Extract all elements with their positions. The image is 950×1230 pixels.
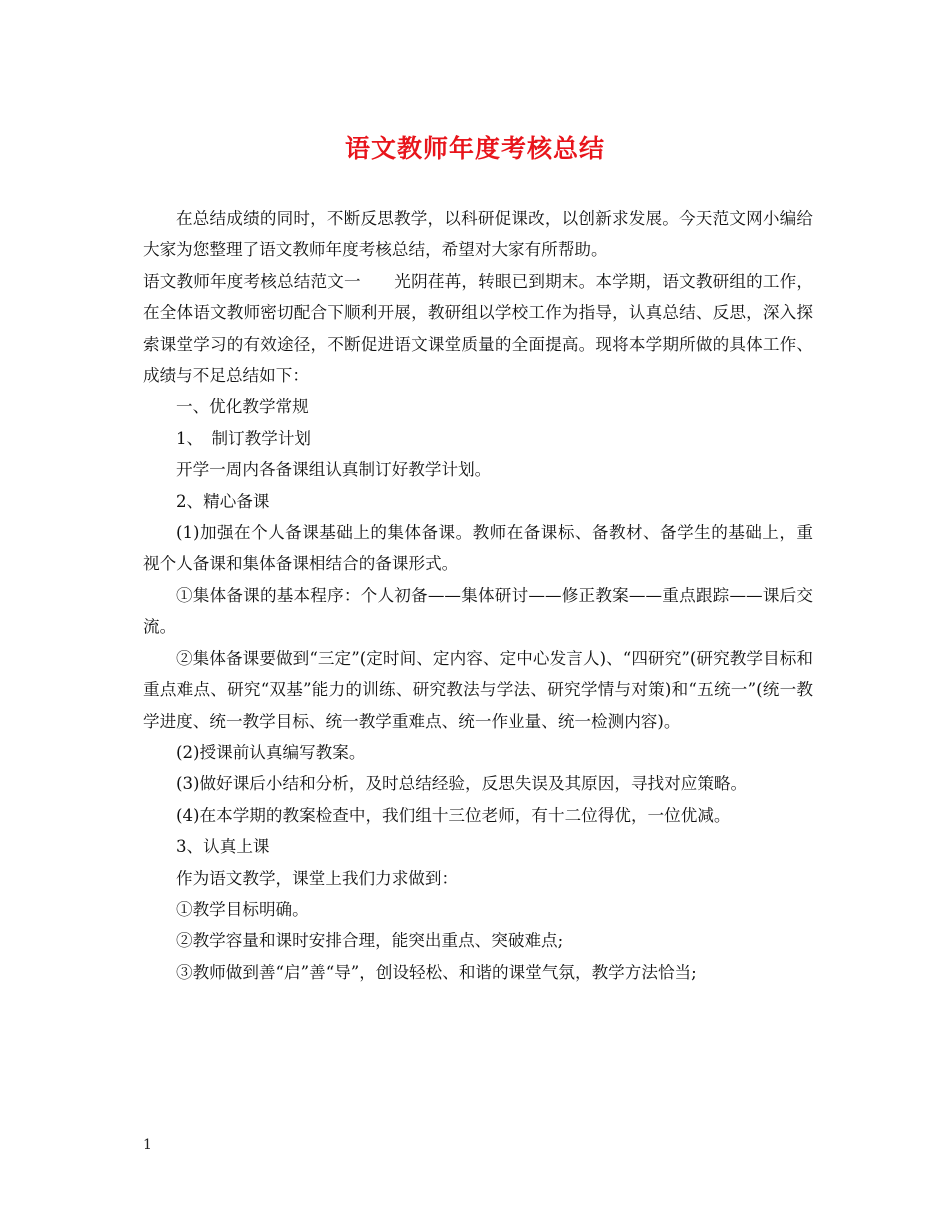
subsection-heading: 1、 制订教学计划 <box>176 428 312 448</box>
body-paragraph: (3)做好课后小结和分析，及时总结经验，反思失误及其原因，寻找对应策略。 <box>176 774 748 794</box>
document-body <box>143 203 813 988</box>
body-paragraph: ②教学容量和课时安排合理，能突出重点、突破难点; <box>176 931 564 951</box>
body-paragraph: (1)加强在个人备课基础上的集体备课。教师在备课标、备教材、备学生的基础上，重视个人备课和集体备课相结合的备课形式。 <box>143 523 813 574</box>
page-number: 1 <box>143 1137 152 1153</box>
document-title: 语文教师年度考核总结 <box>344 134 605 163</box>
body-paragraph: (4)在本学期的教案检查中，我们组十三位老师，有十二位得优，一位优减。 <box>176 805 731 825</box>
body-paragraph: ③教师做到善“启”善“导”，创设轻松、和谐的课堂气氛，教学方法恰当; <box>176 962 697 982</box>
intro-paragraph: 在总结成绩的同时，不断反思教学，以科研促课改，以创新求发展。今天范文网小编给大家为您整理了语文教师年度考核总结，希望对大家有所帮助。 <box>143 209 813 260</box>
body-paragraph: (2)授课前认真编写教案。 <box>176 742 366 762</box>
body-paragraph: ①集体备课的基本程序：个人初备——集体研讨——修正教案——重点跟踪——课后交流。 <box>143 585 813 637</box>
body-paragraph: ①教学目标明确。 <box>176 899 309 919</box>
subsection-heading: 3、认真上课 <box>176 837 270 857</box>
sample-paragraph: 语文教师年度考核总结范文一 光阴荏苒，转眼已到期末。本学期，语文教研组的工作，在全体语文教师密切配合下顺利开展，教研组以学校工作为指导，认真总结、反思，深入探索课堂学习的有效途径，不断促进语文课堂质量的全面提高。现将本学期所做的具体工作、成绩与不足总结如下： <box>143 271 813 386</box>
body-paragraph: 开学一周内各备课组认真制订好教学计划。 <box>176 460 492 480</box>
section-heading: 一、优化教学常规 <box>176 397 309 417</box>
body-paragraph: 作为语文教学，课堂上我们力求做到： <box>176 868 459 888</box>
body-paragraph: ②集体备课要做到“三定”(定时间、定内容、定中心发言人)、“四研究”(研究教学目标和重点难点、研究“双基”能力的训练、研究教法与学法、研究学情与对策)和“五统一”(统一教学进度、统一教学目标、统一教学重难点、统一作业量、统一检测内容)。 <box>143 648 813 731</box>
subsection-heading: 2、精心备课 <box>176 491 270 511</box>
